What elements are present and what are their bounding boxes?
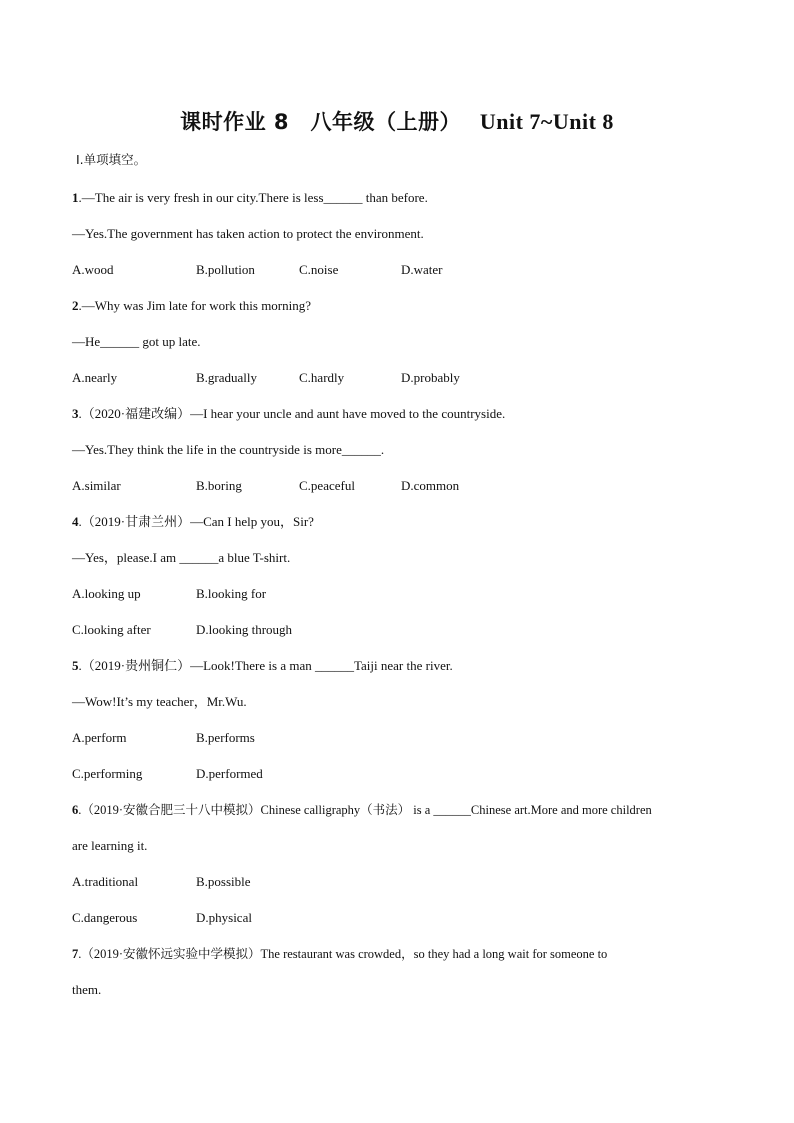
option-d: D.common — [401, 478, 460, 493]
question-2-line-2: —He______ got up late. — [72, 334, 201, 349]
option-c: C.hardly — [299, 370, 345, 385]
option-a: A.wood — [72, 262, 114, 277]
question-number: 6 — [72, 803, 79, 817]
question-7-line-1: 7.（2019·安徽怀远实验中学模拟）The restaurant was crowded，so they had a long wait for someone to — [72, 947, 608, 961]
option-a: A.perform — [72, 730, 127, 745]
question-4-line-1: 4.（2019·甘肃兰州）—Can I help you，Sir? — [72, 514, 314, 529]
question-3-line-2: —Yes.They think the life in the countryside is more______. — [72, 442, 385, 457]
question-6-line-1: 6.（2019·安徽合肥三十八中模拟）Chinese calligraphy（书法） is a ______Chinese art.More and more children — [72, 803, 652, 817]
option-b: B.possible — [196, 874, 251, 889]
option-a: A.nearly — [72, 370, 118, 385]
question-1-line-1: 1.—The air is very fresh in our city.There is less______ than before. — [72, 190, 428, 205]
option-a: A.traditional — [72, 874, 139, 889]
option-b: B.gradually — [196, 370, 258, 385]
option-b: B.boring — [196, 478, 242, 493]
title-units: Unit 7~Unit 8 — [479, 109, 614, 134]
question-number: 5 — [72, 658, 79, 673]
question-5-line-1: 5.（2019·贵州铜仁）—Look!There is a man ______Taiji near the river. — [72, 658, 453, 673]
page-title — [0, 106, 794, 136]
option-d: D.performed — [196, 766, 263, 781]
option-c: C.looking after — [72, 622, 151, 637]
question-2-line-1: 2.—Why was Jim late for work this morning? — [72, 298, 312, 313]
question-5-line-2: —Wow!It’s my teacher，Mr.Wu. — [72, 694, 247, 709]
question-number: 4 — [72, 514, 79, 529]
option-c: C.noise — [299, 262, 339, 277]
question-7-line-2: them. — [72, 982, 102, 997]
question-number: 7 — [72, 947, 79, 961]
question-4-line-2: —Yes，please.I am ______a blue T-shirt. — [72, 550, 291, 565]
question-number: 3 — [72, 406, 79, 421]
title-chinese: 课时作业 8 八年级（上册） — [180, 110, 451, 134]
option-a: A.similar — [72, 478, 121, 493]
option-d: D.looking through — [196, 622, 293, 637]
option-b: B.looking for — [196, 586, 267, 601]
option-c: C.performing — [72, 766, 143, 781]
question-6-line-2: are learning it. — [72, 838, 148, 853]
option-b: B.pollution — [196, 262, 255, 277]
question-1-line-2: —Yes.The government has taken action to protect the environment. — [72, 226, 424, 241]
option-c: C.peaceful — [299, 478, 355, 493]
section-heading: Ⅰ.单项填空。 — [76, 152, 147, 167]
option-d: D.water — [401, 262, 443, 277]
option-c: C.dangerous — [72, 910, 138, 925]
option-d: D.probably — [401, 370, 460, 385]
question-3-line-1: 3.（2020·福建改编）—I hear your uncle and aunt have moved to the countryside. — [72, 406, 506, 421]
question-number: 2 — [72, 298, 79, 313]
option-a: A.looking up — [72, 586, 141, 601]
option-d: D.physical — [196, 910, 252, 925]
option-b: B.performs — [196, 730, 255, 745]
question-number: 1 — [72, 190, 79, 205]
